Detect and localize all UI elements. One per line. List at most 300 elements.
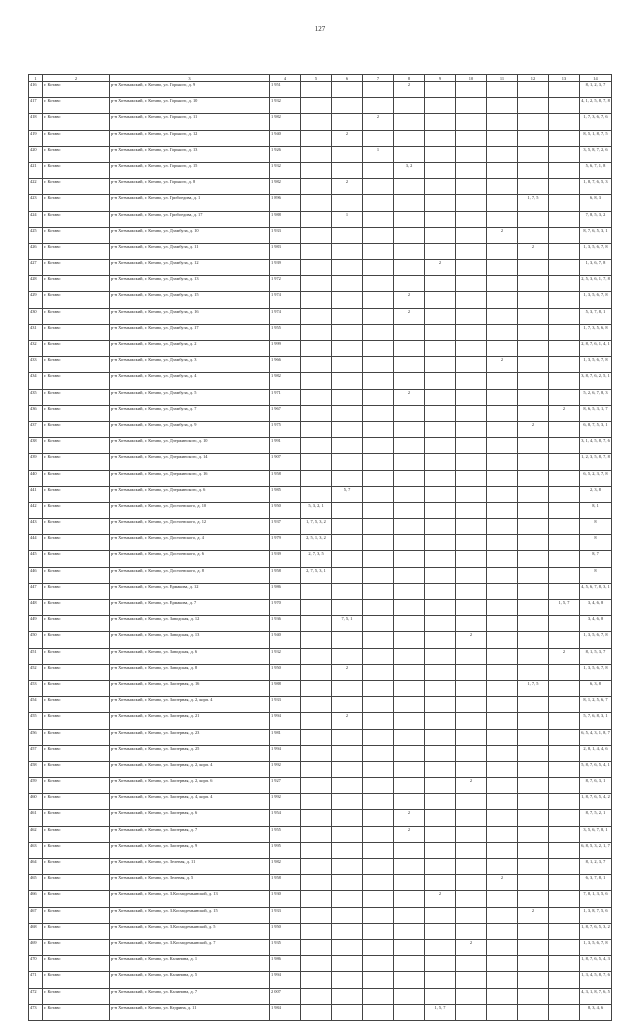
- table-cell: [518, 162, 549, 178]
- table-cell: [301, 114, 332, 130]
- table-cell: 1 995: [270, 842, 301, 858]
- table-cell: [425, 939, 456, 955]
- table-cell: [301, 583, 332, 599]
- table-row: [29, 260, 612, 276]
- table-cell: 1, 7, 5: [518, 195, 549, 211]
- table-cell: [394, 907, 425, 923]
- table-row: [29, 616, 612, 632]
- table-cell: [363, 923, 394, 939]
- table-cell: [363, 502, 394, 518]
- table-cell: [332, 972, 363, 988]
- table-cell: [549, 130, 580, 146]
- table-cell: [487, 535, 518, 551]
- table-cell: [363, 324, 394, 340]
- table-cell: [363, 972, 394, 988]
- table-cell: [394, 972, 425, 988]
- table-cell: 1, 5, 7: [549, 600, 580, 616]
- table-row: [29, 697, 612, 713]
- table-cell: [332, 648, 363, 664]
- table-cell: [394, 276, 425, 292]
- table-cell: [456, 98, 487, 114]
- table-cell: [518, 826, 549, 842]
- table-cell: [301, 373, 332, 389]
- table-cell: 451: [29, 648, 43, 664]
- table-cell: [487, 162, 518, 178]
- table-row: [29, 745, 612, 761]
- table-cell: [456, 535, 487, 551]
- table-cell: [425, 600, 456, 616]
- table-cell: [549, 421, 580, 437]
- table-cell: [301, 98, 332, 114]
- table-cell: 2, 8, 7, 6, 1, 4, 1: [580, 341, 612, 357]
- table-cell: [456, 567, 487, 583]
- table-cell: [549, 939, 580, 955]
- table-row: [29, 875, 612, 891]
- column-header: 9: [425, 75, 456, 82]
- column-header: 12: [518, 75, 549, 82]
- table-cell: [363, 761, 394, 777]
- table-cell: 1 930: [270, 891, 301, 907]
- table-cell: [332, 82, 363, 98]
- table-cell: [301, 1004, 332, 1020]
- table-cell: [425, 146, 456, 162]
- table-cell: 2: [518, 421, 549, 437]
- table-cell: [518, 972, 549, 988]
- table-cell: 424: [29, 211, 43, 227]
- table-cell: г. Котаво: [43, 859, 110, 875]
- table-cell: [363, 664, 394, 680]
- table-cell: 460: [29, 794, 43, 810]
- table-row: [29, 227, 612, 243]
- table-cell: 8, 5, 1, 8, 7, 5: [580, 130, 612, 146]
- table-row: [29, 842, 612, 858]
- table-cell: г. Котаво: [43, 454, 110, 470]
- table-cell: г. Котаво: [43, 956, 110, 972]
- table-cell: [394, 583, 425, 599]
- table-cell: [549, 923, 580, 939]
- table-cell: [363, 130, 394, 146]
- table-cell: [456, 859, 487, 875]
- table-cell: [301, 227, 332, 243]
- table-cell: р-н Хотмыжский, г. Котаво, ул. Заозерная, д. 16: [110, 680, 270, 696]
- table-cell: [363, 632, 394, 648]
- table-cell: [425, 745, 456, 761]
- table-cell: р-н Хотмыжский, г. Котаво, ул. Дзамбула, д. 3: [110, 357, 270, 373]
- table-cell: [549, 956, 580, 972]
- table-cell: 8, 1, 2, 3, 7: [580, 82, 612, 98]
- table-row: [29, 341, 612, 357]
- table-cell: [549, 341, 580, 357]
- table-cell: [363, 179, 394, 195]
- table-cell: [301, 923, 332, 939]
- table-cell: [425, 324, 456, 340]
- table-cell: 1 985: [270, 486, 301, 502]
- table-cell: 8, 6, 5, 3, 1, 7: [580, 405, 612, 421]
- table-row: [29, 195, 612, 211]
- table-cell: [518, 664, 549, 680]
- table-cell: 462: [29, 826, 43, 842]
- table-cell: р-н Хотмыжский, г. Котаво, ул. Дзамбула, д. 9: [110, 421, 270, 437]
- table-cell: 1 932: [270, 648, 301, 664]
- column-header: 7: [363, 75, 394, 82]
- table-cell: г. Котаво: [43, 308, 110, 324]
- table-cell: [301, 389, 332, 405]
- table-cell: 8, 7, 6, 5, 3, 1: [580, 227, 612, 243]
- table-cell: [425, 276, 456, 292]
- table-cell: [301, 179, 332, 195]
- table-cell: [301, 470, 332, 486]
- table-cell: [518, 535, 549, 551]
- table-cell: [301, 842, 332, 858]
- table-cell: [549, 583, 580, 599]
- table-cell: [487, 600, 518, 616]
- table-cell: [394, 713, 425, 729]
- table-cell: [549, 567, 580, 583]
- table-cell: [394, 179, 425, 195]
- table-cell: 4, 3, 1, 8, 7, 6, 5: [580, 988, 612, 1004]
- table-cell: [363, 519, 394, 535]
- table-cell: [518, 1004, 549, 1020]
- table-row: [29, 373, 612, 389]
- table-cell: [425, 875, 456, 891]
- table-cell: г. Котаво: [43, 179, 110, 195]
- table-cell: г. Котаво: [43, 875, 110, 891]
- table-cell: [363, 616, 394, 632]
- table-row: [29, 600, 612, 616]
- table-cell: [332, 583, 363, 599]
- table-cell: [332, 551, 363, 567]
- table-cell: [549, 875, 580, 891]
- table-cell: [425, 956, 456, 972]
- table-cell: [549, 276, 580, 292]
- table-row: [29, 146, 612, 162]
- table-cell: 1, 3, 8, 7, 5, 6: [580, 907, 612, 923]
- table-cell: [456, 664, 487, 680]
- table-cell: [425, 502, 456, 518]
- table-cell: [518, 260, 549, 276]
- table-cell: [487, 308, 518, 324]
- table-cell: 6, 5, 2, 3, 7, 8: [580, 470, 612, 486]
- table-cell: [487, 179, 518, 195]
- table-cell: 436: [29, 405, 43, 421]
- table-cell: р-н Хотмыжский, г. Котаво, ул. Зеленая, д. 11: [110, 859, 270, 875]
- table-cell: 448: [29, 600, 43, 616]
- table-cell: [394, 357, 425, 373]
- table-cell: 8, 7, 6, 3, 1: [580, 778, 612, 794]
- table-cell: 1 927: [270, 778, 301, 794]
- table-row: [29, 713, 612, 729]
- table-cell: [363, 211, 394, 227]
- table-cell: р-н Хотмыжский, г. Котаво, ул. Заозерная, д. 21: [110, 713, 270, 729]
- table-cell: 2: [456, 939, 487, 955]
- table-cell: р-н Хотмыжский, г. Котаво, ул. З.Космодемьянской, д. 7: [110, 939, 270, 955]
- table-cell: 1, 3, 5, 6, 7, 8: [580, 243, 612, 259]
- table-cell: р-н Хотмыжский, г. Котаво, ул. Дзамбула, д. 12: [110, 260, 270, 276]
- table-cell: [549, 146, 580, 162]
- table-cell: р-н Хотмыжский, г. Котаво, ул. Грибоедова, д. 17: [110, 211, 270, 227]
- table-cell: г. Котаво: [43, 891, 110, 907]
- table-cell: г. Котаво: [43, 1004, 110, 1020]
- table-cell: [487, 794, 518, 810]
- table-cell: р-н Хотмыжский, г. Котаво, ул. Заозерная, д. 4, корп. 4: [110, 794, 270, 810]
- table-cell: [332, 794, 363, 810]
- table-cell: [394, 761, 425, 777]
- table-cell: [549, 470, 580, 486]
- table-cell: г. Котаво: [43, 972, 110, 988]
- table-cell: [549, 680, 580, 696]
- table-cell: 452: [29, 664, 43, 680]
- table-cell: г. Котаво: [43, 486, 110, 502]
- table-cell: г. Котаво: [43, 227, 110, 243]
- table-cell: [549, 308, 580, 324]
- table-cell: [332, 276, 363, 292]
- table-cell: 1 937: [270, 519, 301, 535]
- table-cell: 1 955: [270, 826, 301, 842]
- table-cell: 1, 3, 6, 7, 8: [580, 260, 612, 276]
- table-cell: 1 933: [270, 227, 301, 243]
- table-cell: [301, 82, 332, 98]
- table-cell: 8: [580, 519, 612, 535]
- table-row: [29, 502, 612, 518]
- table-cell: р-н Хотмыжский, г. Котаво, ул. Зеленая, д. 5: [110, 875, 270, 891]
- table-cell: [487, 923, 518, 939]
- table-cell: [425, 794, 456, 810]
- table-cell: [425, 98, 456, 114]
- table-cell: 8, 1: [580, 502, 612, 518]
- table-cell: [518, 502, 549, 518]
- table-cell: 6, 3, 7, 8, 1: [580, 875, 612, 891]
- table-cell: [425, 421, 456, 437]
- table-cell: 427: [29, 260, 43, 276]
- table-cell: 1 933: [270, 697, 301, 713]
- table-cell: [363, 1004, 394, 1020]
- table-cell: [394, 875, 425, 891]
- table-cell: [363, 794, 394, 810]
- table-cell: [518, 729, 549, 745]
- table-cell: [518, 810, 549, 826]
- table-cell: 2: [394, 826, 425, 842]
- table-cell: 457: [29, 745, 43, 761]
- table-cell: [363, 276, 394, 292]
- table-cell: 6, 5, 4, 3, 1, 8, 7: [580, 729, 612, 745]
- table-cell: 437: [29, 421, 43, 437]
- table-cell: [518, 454, 549, 470]
- table-cell: [549, 632, 580, 648]
- table-cell: [487, 98, 518, 114]
- table-cell: [301, 341, 332, 357]
- table-cell: 1, 7, 5: [518, 680, 549, 696]
- table-cell: 1 907: [270, 454, 301, 470]
- table-cell: [549, 761, 580, 777]
- table-cell: [363, 308, 394, 324]
- table-cell: 2: [487, 227, 518, 243]
- table-cell: 8, 1, 5, 3, 7: [580, 648, 612, 664]
- table-cell: 1 966: [270, 357, 301, 373]
- table-cell: [456, 470, 487, 486]
- table-cell: [394, 373, 425, 389]
- table-cell: 1 982: [270, 114, 301, 130]
- table-cell: [549, 373, 580, 389]
- table-cell: [487, 939, 518, 955]
- column-header: 14: [580, 75, 612, 82]
- table-cell: г. Котаво: [43, 729, 110, 745]
- table-cell: р-н Хотмыжский, г. Котаво, ул. Дзержинского, д. 14: [110, 454, 270, 470]
- table-cell: [363, 842, 394, 858]
- table-cell: [301, 939, 332, 955]
- table-row: [29, 1004, 612, 1020]
- table-cell: [487, 373, 518, 389]
- table-cell: г. Котаво: [43, 551, 110, 567]
- table-cell: [301, 697, 332, 713]
- table-row: [29, 956, 612, 972]
- table-cell: [425, 826, 456, 842]
- table-cell: [487, 616, 518, 632]
- table-cell: 8, 1, 2, 5, 6, 7: [580, 697, 612, 713]
- table-cell: г. Котаво: [43, 713, 110, 729]
- table-cell: 473: [29, 1004, 43, 1020]
- table-cell: [394, 956, 425, 972]
- table-cell: 1, 8, 7, 6, 5, 3: [580, 179, 612, 195]
- table-cell: [487, 114, 518, 130]
- table-cell: 1 991: [270, 438, 301, 454]
- table-cell: [425, 519, 456, 535]
- table-cell: 1 939: [270, 551, 301, 567]
- table-cell: 434: [29, 373, 43, 389]
- table-cell: [301, 664, 332, 680]
- table-cell: [332, 567, 363, 583]
- table-cell: 1 992: [270, 761, 301, 777]
- table-cell: 1 986: [270, 956, 301, 972]
- table-cell: г. Котаво: [43, 794, 110, 810]
- table-row: [29, 211, 612, 227]
- table-cell: [363, 567, 394, 583]
- table-cell: 430: [29, 308, 43, 324]
- table-cell: 1 981: [270, 729, 301, 745]
- table-cell: г. Котаво: [43, 842, 110, 858]
- table-cell: [487, 519, 518, 535]
- table-row: [29, 680, 612, 696]
- table-cell: [332, 195, 363, 211]
- table-cell: 428: [29, 276, 43, 292]
- table-cell: 1 950: [270, 502, 301, 518]
- table-row: [29, 130, 612, 146]
- table-cell: г. Котаво: [43, 470, 110, 486]
- table-cell: 1, 7, 3, 5, 6, 8: [580, 324, 612, 340]
- table-cell: [301, 292, 332, 308]
- table-row: [29, 162, 612, 178]
- table-cell: [425, 778, 456, 794]
- table-cell: [518, 308, 549, 324]
- table-cell: [301, 146, 332, 162]
- table-cell: [332, 438, 363, 454]
- table-cell: 1 994: [270, 972, 301, 988]
- table-row: [29, 826, 612, 842]
- table-cell: [549, 389, 580, 405]
- column-header: 2: [43, 75, 110, 82]
- table-cell: [549, 794, 580, 810]
- table-cell: [425, 535, 456, 551]
- table-cell: [549, 486, 580, 502]
- table-cell: [456, 114, 487, 130]
- table-cell: 423: [29, 195, 43, 211]
- table-cell: 2: [487, 875, 518, 891]
- table-cell: р-н Хотмыжский, г. Котаво, ул. Горького, д. 12: [110, 130, 270, 146]
- table-cell: [332, 162, 363, 178]
- table-cell: г. Котаво: [43, 567, 110, 583]
- table-cell: [332, 146, 363, 162]
- table-cell: [518, 842, 549, 858]
- table-cell: г. Котаво: [43, 324, 110, 340]
- table-cell: [425, 713, 456, 729]
- table-cell: р-н Хотмыжский, г. Котаво, ул. Кедрина, д. 11: [110, 1004, 270, 1020]
- table-cell: [487, 745, 518, 761]
- table-cell: [456, 405, 487, 421]
- table-cell: 456: [29, 729, 43, 745]
- table-cell: [301, 486, 332, 502]
- table-cell: 3, 1, 4, 5, 8, 7, 6: [580, 438, 612, 454]
- table-cell: 2: [332, 713, 363, 729]
- column-header: 5: [301, 75, 332, 82]
- table-cell: [456, 826, 487, 842]
- table-cell: [456, 211, 487, 227]
- table-cell: [332, 859, 363, 875]
- table-cell: [518, 988, 549, 1004]
- table-cell: 7, 8, 5, 3, 2: [580, 211, 612, 227]
- table-cell: [363, 373, 394, 389]
- table-cell: 2: [518, 907, 549, 923]
- table-cell: [394, 130, 425, 146]
- table-cell: р-н Хотмыжский, г. Котаво, ул. Дзамбула, д. 10: [110, 227, 270, 243]
- table-cell: [487, 421, 518, 437]
- table-cell: [518, 486, 549, 502]
- table-cell: [363, 745, 394, 761]
- table-cell: [518, 939, 549, 955]
- table-cell: 1 972: [270, 276, 301, 292]
- table-cell: 425: [29, 227, 43, 243]
- table-cell: [518, 82, 549, 98]
- table-cell: р-н Хотмыжский, г. Котаво, ул. Горького, д. 10: [110, 98, 270, 114]
- table-cell: 461: [29, 810, 43, 826]
- table-cell: [425, 680, 456, 696]
- table-cell: р-н Хотмыжский, г. Котаво, ул. З.Космодемьянской, д. 5: [110, 923, 270, 939]
- table-cell: [425, 810, 456, 826]
- column-header: 3: [110, 75, 270, 82]
- table-cell: [549, 454, 580, 470]
- table-cell: [394, 227, 425, 243]
- table-cell: [487, 680, 518, 696]
- table-cell: [363, 195, 394, 211]
- table-cell: [394, 470, 425, 486]
- table-cell: р-н Хотмыжский, г. Котаво, ул. Горького, д. 13: [110, 146, 270, 162]
- table-cell: г. Котаво: [43, 421, 110, 437]
- table-cell: 470: [29, 956, 43, 972]
- table-cell: [332, 292, 363, 308]
- table-cell: [394, 551, 425, 567]
- table-cell: [332, 697, 363, 713]
- table-row: [29, 567, 612, 583]
- table-cell: [425, 308, 456, 324]
- table-cell: 1 992: [270, 794, 301, 810]
- table-cell: 8, 3, 4, 6: [580, 1004, 612, 1020]
- table-cell: 2: [549, 405, 580, 421]
- table-cell: [518, 583, 549, 599]
- table-cell: г. Котаво: [43, 988, 110, 1004]
- table-cell: [549, 227, 580, 243]
- table-cell: [518, 324, 549, 340]
- table-cell: 1 979: [270, 535, 301, 551]
- table-cell: [456, 794, 487, 810]
- table-cell: [363, 680, 394, 696]
